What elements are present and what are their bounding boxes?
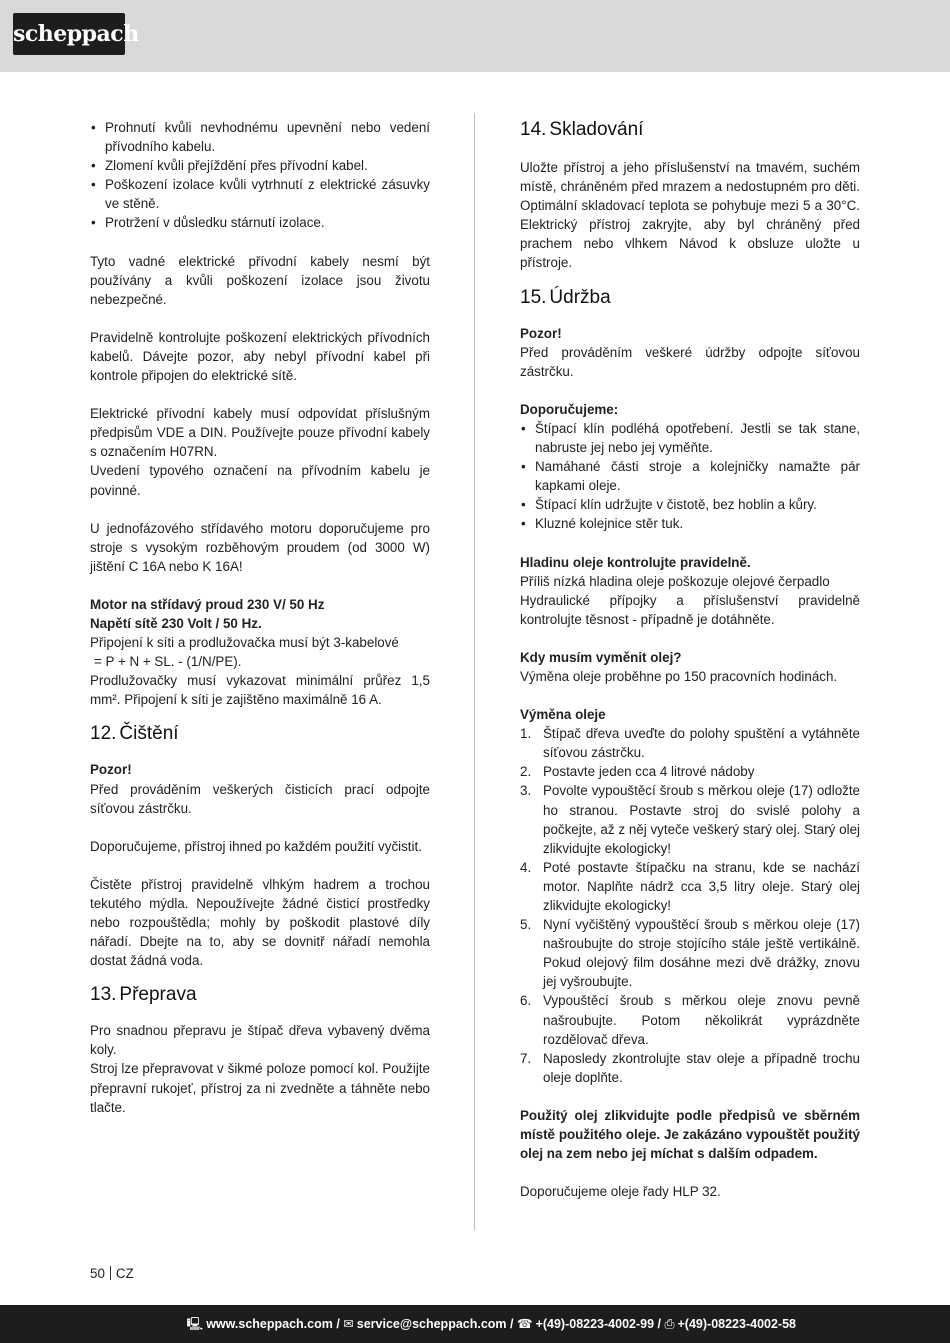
list-item — [520, 724, 860, 762]
section-title: Čištění — [119, 723, 179, 745]
paragraph: Uvedení typového označení na přívodním kabelu je povinné. — [90, 463, 430, 498]
section-title: Přeprava — [119, 984, 197, 1006]
paragraph: Před prováděním veškerých čisticích prací odpojte síťovou zástrčku. — [90, 781, 430, 816]
list-item: • Namáhané části stroje a kolejničky namažte pár kapkami oleje. — [520, 457, 860, 495]
paragraph: Doporučujeme, přístroj ihned po každém použití vyčistit. — [90, 838, 422, 854]
language-code: CZ — [115, 1266, 134, 1281]
recommendation-list — [520, 419, 860, 534]
paragraph: Pravidelně kontrolujte poškození elektrických přívodních kabelů. Dávejte pozor, aby nebyl přívodní kabel při kontrole připojen do elektrické sítě. — [90, 329, 430, 384]
list-item — [520, 858, 860, 915]
paragraph: Pro snadnou přepravu je štípač dřeva vybavený dvěma koly. — [90, 1023, 430, 1058]
list-item: • Prohnutí kvůli nevhodnému upevnění nebo vedení přívodního kabelu. — [90, 118, 430, 156]
cable-damage-list — [90, 118, 430, 233]
step-number: 4. — [520, 859, 532, 875]
oil-change-steps — [520, 724, 860, 1087]
section-heading-cleaning — [90, 722, 430, 746]
page-number — [90, 1264, 134, 1283]
mail-icon: ✉ — [343, 1317, 354, 1331]
list-item — [520, 915, 860, 991]
footer-email[interactable]: service@scheppach.com / — [356, 1317, 514, 1331]
section-number: 12. — [90, 723, 117, 745]
list-item — [520, 991, 860, 1048]
disposal-note: Použitý olej zlikvidujte podle předpisů ve sběrném místě použitého oleje. Je zakázáno vypouštět použitý olej na zem nebo jej míchat s dalším odpadem. — [520, 1107, 860, 1162]
step-text: Poté postavte štípačku na stranu, kde se nachází motor. Naplňte nádrž cca 3,5 litry oleje. Starý olej zlikvidujte ekologicky! — [543, 859, 860, 913]
voltage-spec: Napětí sítě 230 Volt / 50 Hz. — [90, 615, 262, 631]
phone-icon: ☎ — [516, 1317, 533, 1331]
paragraph: Před prováděním veškeré údržby odpojte síťovou zástrčku. — [520, 344, 860, 379]
page-number-separator — [110, 1266, 111, 1280]
scheppach-logo: scheppach — [13, 13, 125, 55]
page-header — [0, 0, 950, 72]
list-item — [520, 1049, 860, 1087]
paragraph: Tyto vadné elektrické přívodní kabely nesmí být používány a kvůli poškození izolace jsou životu nebezpečné. — [90, 253, 430, 307]
step-number: 1. — [520, 726, 532, 742]
subheading: Výměna oleje — [520, 707, 606, 723]
list-item — [520, 762, 860, 781]
subheading: Kdy musím vyměnit olej? — [520, 649, 682, 665]
list-item: • Štípací klín udržujte v čistotě, bez hoblin a kůry. — [520, 495, 860, 514]
paragraph: Uložte přístroj a jeho příslušenství na tmavém, suchém místě, chráněném před mrazem a nedostupném pro děti. Optimální skladovací teplota se pohybuje mezi 5 a 30°C. Elektrický přístroj zakryjte, aby byl chráněný před prachem nebo vlhkem Návod k obsluze uložte u přístroje. — [520, 160, 860, 271]
section-heading-storage — [520, 118, 860, 142]
right-column — [520, 118, 860, 1201]
paragraph: Výměna oleje proběhne po 150 pracovních hodinách. — [520, 668, 838, 684]
footer-phone: +(49)-08223-4002-99 / — [535, 1317, 661, 1331]
list-item: • Protržení v důsledku stárnutí izolace. — [90, 213, 430, 232]
section-title: Údržba — [549, 286, 611, 308]
page-number-value: 50 — [90, 1266, 105, 1281]
footer-website[interactable]: www.scheppach.com / — [206, 1317, 340, 1331]
step-text: Nyní vyčištěný vypouštěcí šroub s měrkou oleje (17) našroubujte do stroje stojícího stále ještě vertikálně. Pokud olejový film dosáhne mezi dvě drážky, znovu jej vyšroubujte. — [543, 917, 860, 990]
footer-fax: +(49)-08223-4002-58 — [677, 1317, 796, 1331]
section-heading-transport — [90, 983, 430, 1007]
section-title: Skladování — [549, 119, 644, 140]
paragraph: Hydraulické přípojky a příslušenství pravidelně kontrolujte těsnost - případně je dotáhněte. — [520, 592, 860, 627]
paragraph: Připojení k síti a prodlužovačka musí být 3-kabelové — [90, 635, 399, 651]
paragraph: U jednofázového střídavého motoru doporučujeme pro stroje s vysokým rozběhovým proudem (od 3000 W) jištění C 16A nebo K 16A! — [90, 520, 430, 574]
step-text: Štípač dřeva uveďte do polohy spuštění a vytáhněte síťovou zástrčku. — [543, 726, 860, 761]
list-item: • Kluzné kolejnice stěr tuk. — [520, 514, 860, 533]
paragraph: Doporučujeme oleje řady HLP 32. — [520, 1184, 721, 1200]
paragraph: Čistěte přístroj pravidelně vlhkým hadrem a trochou tekutého mýdla. Nepoužívejte žádné čisticí prostředky nebo rozpouštědla; mohly by poškodit plastové díly nářadí. Dbejte na to, aby se dovnitř nářadí nemohla dostat žádná voda. — [90, 876, 430, 969]
step-text: Povolte vypouštěcí šroub s měrkou oleje (17) odložte ho stranou. Postavte stroj do svislé polohy a počkejte, až z něj vyteče veškerý starý olej. Starý olej zlikvidujte ekologicky! — [543, 783, 860, 856]
section-number: 15. — [520, 286, 547, 308]
paragraph: Elektrické přívodní kabely musí odpovídat příslušným předpisům VDE a DIN. Používejte pouze přívodní kabely s označením H07RN. — [90, 406, 430, 460]
step-number: 3. — [520, 783, 532, 799]
step-text: Naposledy zkontrolujte stav oleje a případně trochu oleje doplňte. — [543, 1050, 860, 1085]
list-item — [520, 781, 860, 857]
step-text: Postavte jeden cca 4 litrové nádoby — [543, 764, 755, 780]
subheading: Doporučujeme: — [520, 401, 619, 417]
fax-icon: ⎙ — [664, 1317, 675, 1331]
list-item: • Poškození izolace kvůli vytrhnutí z elektrické zásuvky ve stěně. — [90, 175, 430, 213]
step-number: 2. — [520, 764, 532, 780]
list-item: • Štípací klín podléhá opotřebení. Jestli se tak stane, nabruste jej nebo jej vyměňte. — [520, 419, 860, 457]
column-divider — [474, 113, 475, 1230]
motor-spec: Motor na střídavý proud 230 V/ 50 Hz — [90, 596, 325, 612]
page-footer — [0, 1305, 950, 1343]
section-heading-maintenance — [520, 286, 860, 310]
subheading: Hladinu oleje kontrolujte pravidelně. — [520, 554, 751, 570]
warning-label: Pozor! — [90, 762, 132, 778]
section-number: 13. — [90, 984, 117, 1006]
step-text: Vypouštěcí šroub s měrkou oleje znovu pevně našroubujte. Potom několikrát vyprázdněte rozdělovač dřeva. — [543, 993, 860, 1047]
section-number: 14. — [520, 119, 547, 140]
step-number: 7. — [520, 1050, 532, 1066]
paragraph: Prodlužovačky musí vykazovat minimální průřez 1,5 mm². Připojení k síti je zajištěno maximálně 16 A. — [90, 673, 430, 708]
left-column — [90, 118, 430, 1117]
warning-label: Pozor! — [520, 325, 562, 341]
paragraph: Příliš nízká hladina oleje poškozuje olejové čerpadlo — [520, 573, 830, 589]
paragraph: Stroj lze přepravovat v šikmé poloze pomocí kol. Použijte přepravní rukojeť, přístroj za ni zvedněte a táhněte nebo tlačte. — [90, 1061, 430, 1115]
paragraph: = P + N + SL. - (1/N/PE). — [94, 654, 242, 670]
step-number: 6. — [520, 993, 532, 1009]
computer-icon: 🖳 — [186, 1317, 204, 1331]
list-item: • Zlomení kvůli přejíždění přes přívodní kabel. — [90, 156, 430, 175]
step-number: 5. — [520, 917, 532, 933]
